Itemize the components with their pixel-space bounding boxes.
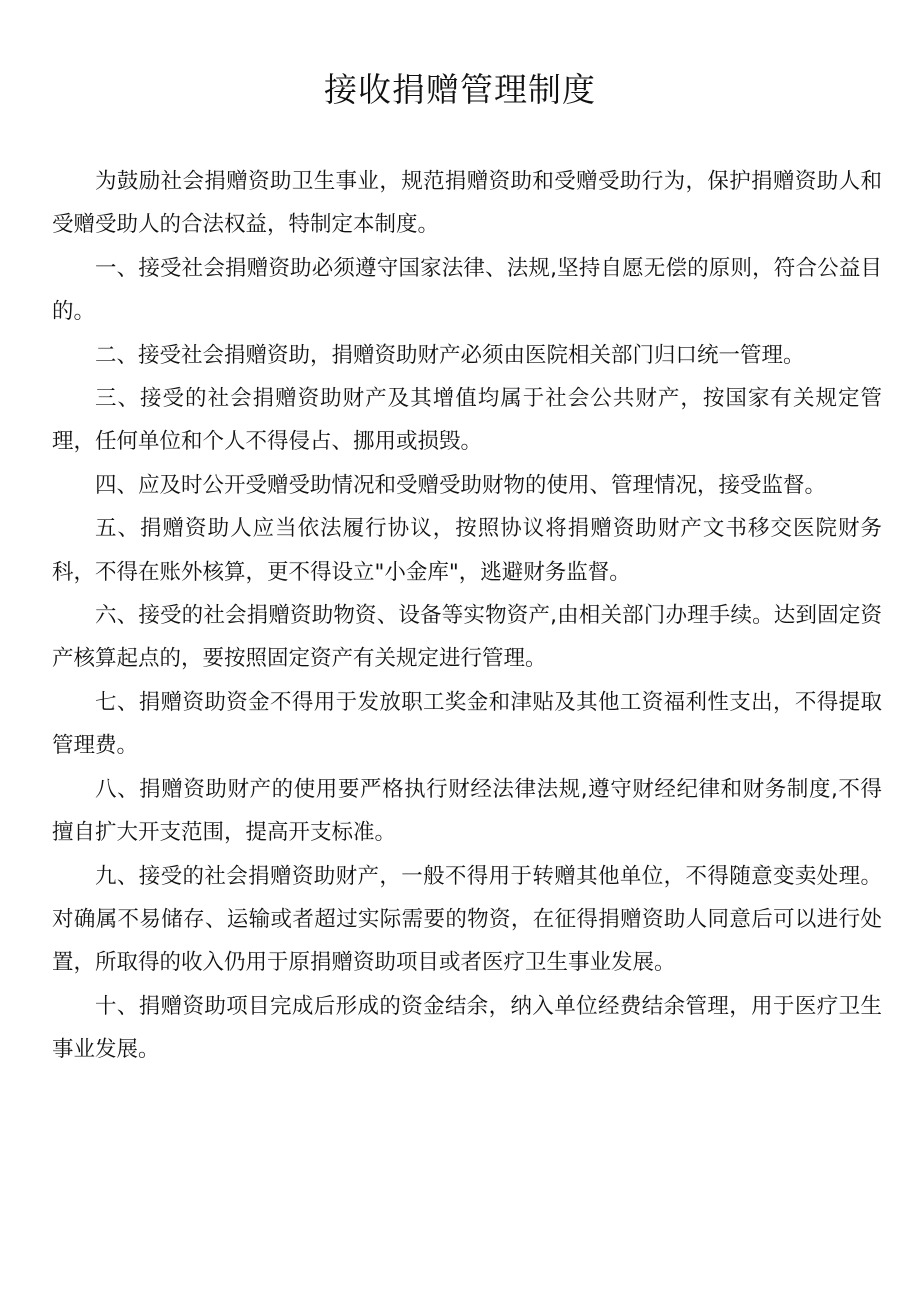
paragraph-article-4: 四、应及时公开受赠受助情况和受赠受助财物的使用、管理情况，接受监督。 — [95, 472, 827, 498]
paragraph-article-3: 三、接受的社会捐赠资助财产及其增值均属于社会公共财产，按国家有关规定管理，任何单位和个人不得侵占、挪用或损毁。 — [52, 386, 882, 455]
paragraph-article-9: 九、接受的社会捐赠资助财产，一般不得用于转赠其他单位，不得随意变卖处理。对确属不易储存、运输或者超过实际需要的物资，在征得捐赠资助人同意后可以进行处置，所取得的收入仍用于原捐赠资助项目或者医疗卫生事业发展。 — [52, 863, 882, 976]
paragraph-intro: 为鼓励社会捐赠资助卫生事业，规范捐赠资助和受赠受助行为，保护捐赠资助人和受赠受助人的合法权益，特制定本制度。 — [52, 169, 882, 238]
document-title: 接收捐赠管理制度 — [324, 70, 596, 109]
document-body — [52, 160, 882, 1072]
paragraph-article-10: 十、捐赠资助项目完成后形成的资金结余，纳入单位经费结余管理，用于医疗卫生事业发展。 — [52, 993, 882, 1063]
paragraph-article-8: 八、捐赠资助财产的使用要严格执行财经法律法规,遵守财经纪律和财务制度,不得擅自扩大开支范围，提高开支标准。 — [52, 776, 882, 846]
paragraph-article-1: 一、接受社会捐赠资助必须遵守国家法律、法规,坚持自愿无偿的原则，符合公益目的。 — [52, 255, 882, 325]
paragraph-article-5: 五、捐赠资助人应当依法履行协议，按照协议将捐赠资助财产文书移交医院财务科，不得在账外核算，更不得设立"小金库"，逃避财务监督。 — [52, 516, 882, 585]
paragraph-article-7: 七、捐赠资助资金不得用于发放职工奖金和津贴及其他工资福利性支出，不得提取管理费。 — [52, 689, 882, 759]
paragraph-article-6: 六、接受的社会捐赠资助物资、设备等实物资产,由相关部门办理手续。达到固定资产核算起点的，要按照固定资产有关规定进行管理。 — [52, 603, 882, 672]
paragraph-article-2: 二、接受社会捐赠资助，捐赠资助财产必须由医院相关部门归口统一管理。 — [95, 342, 805, 368]
